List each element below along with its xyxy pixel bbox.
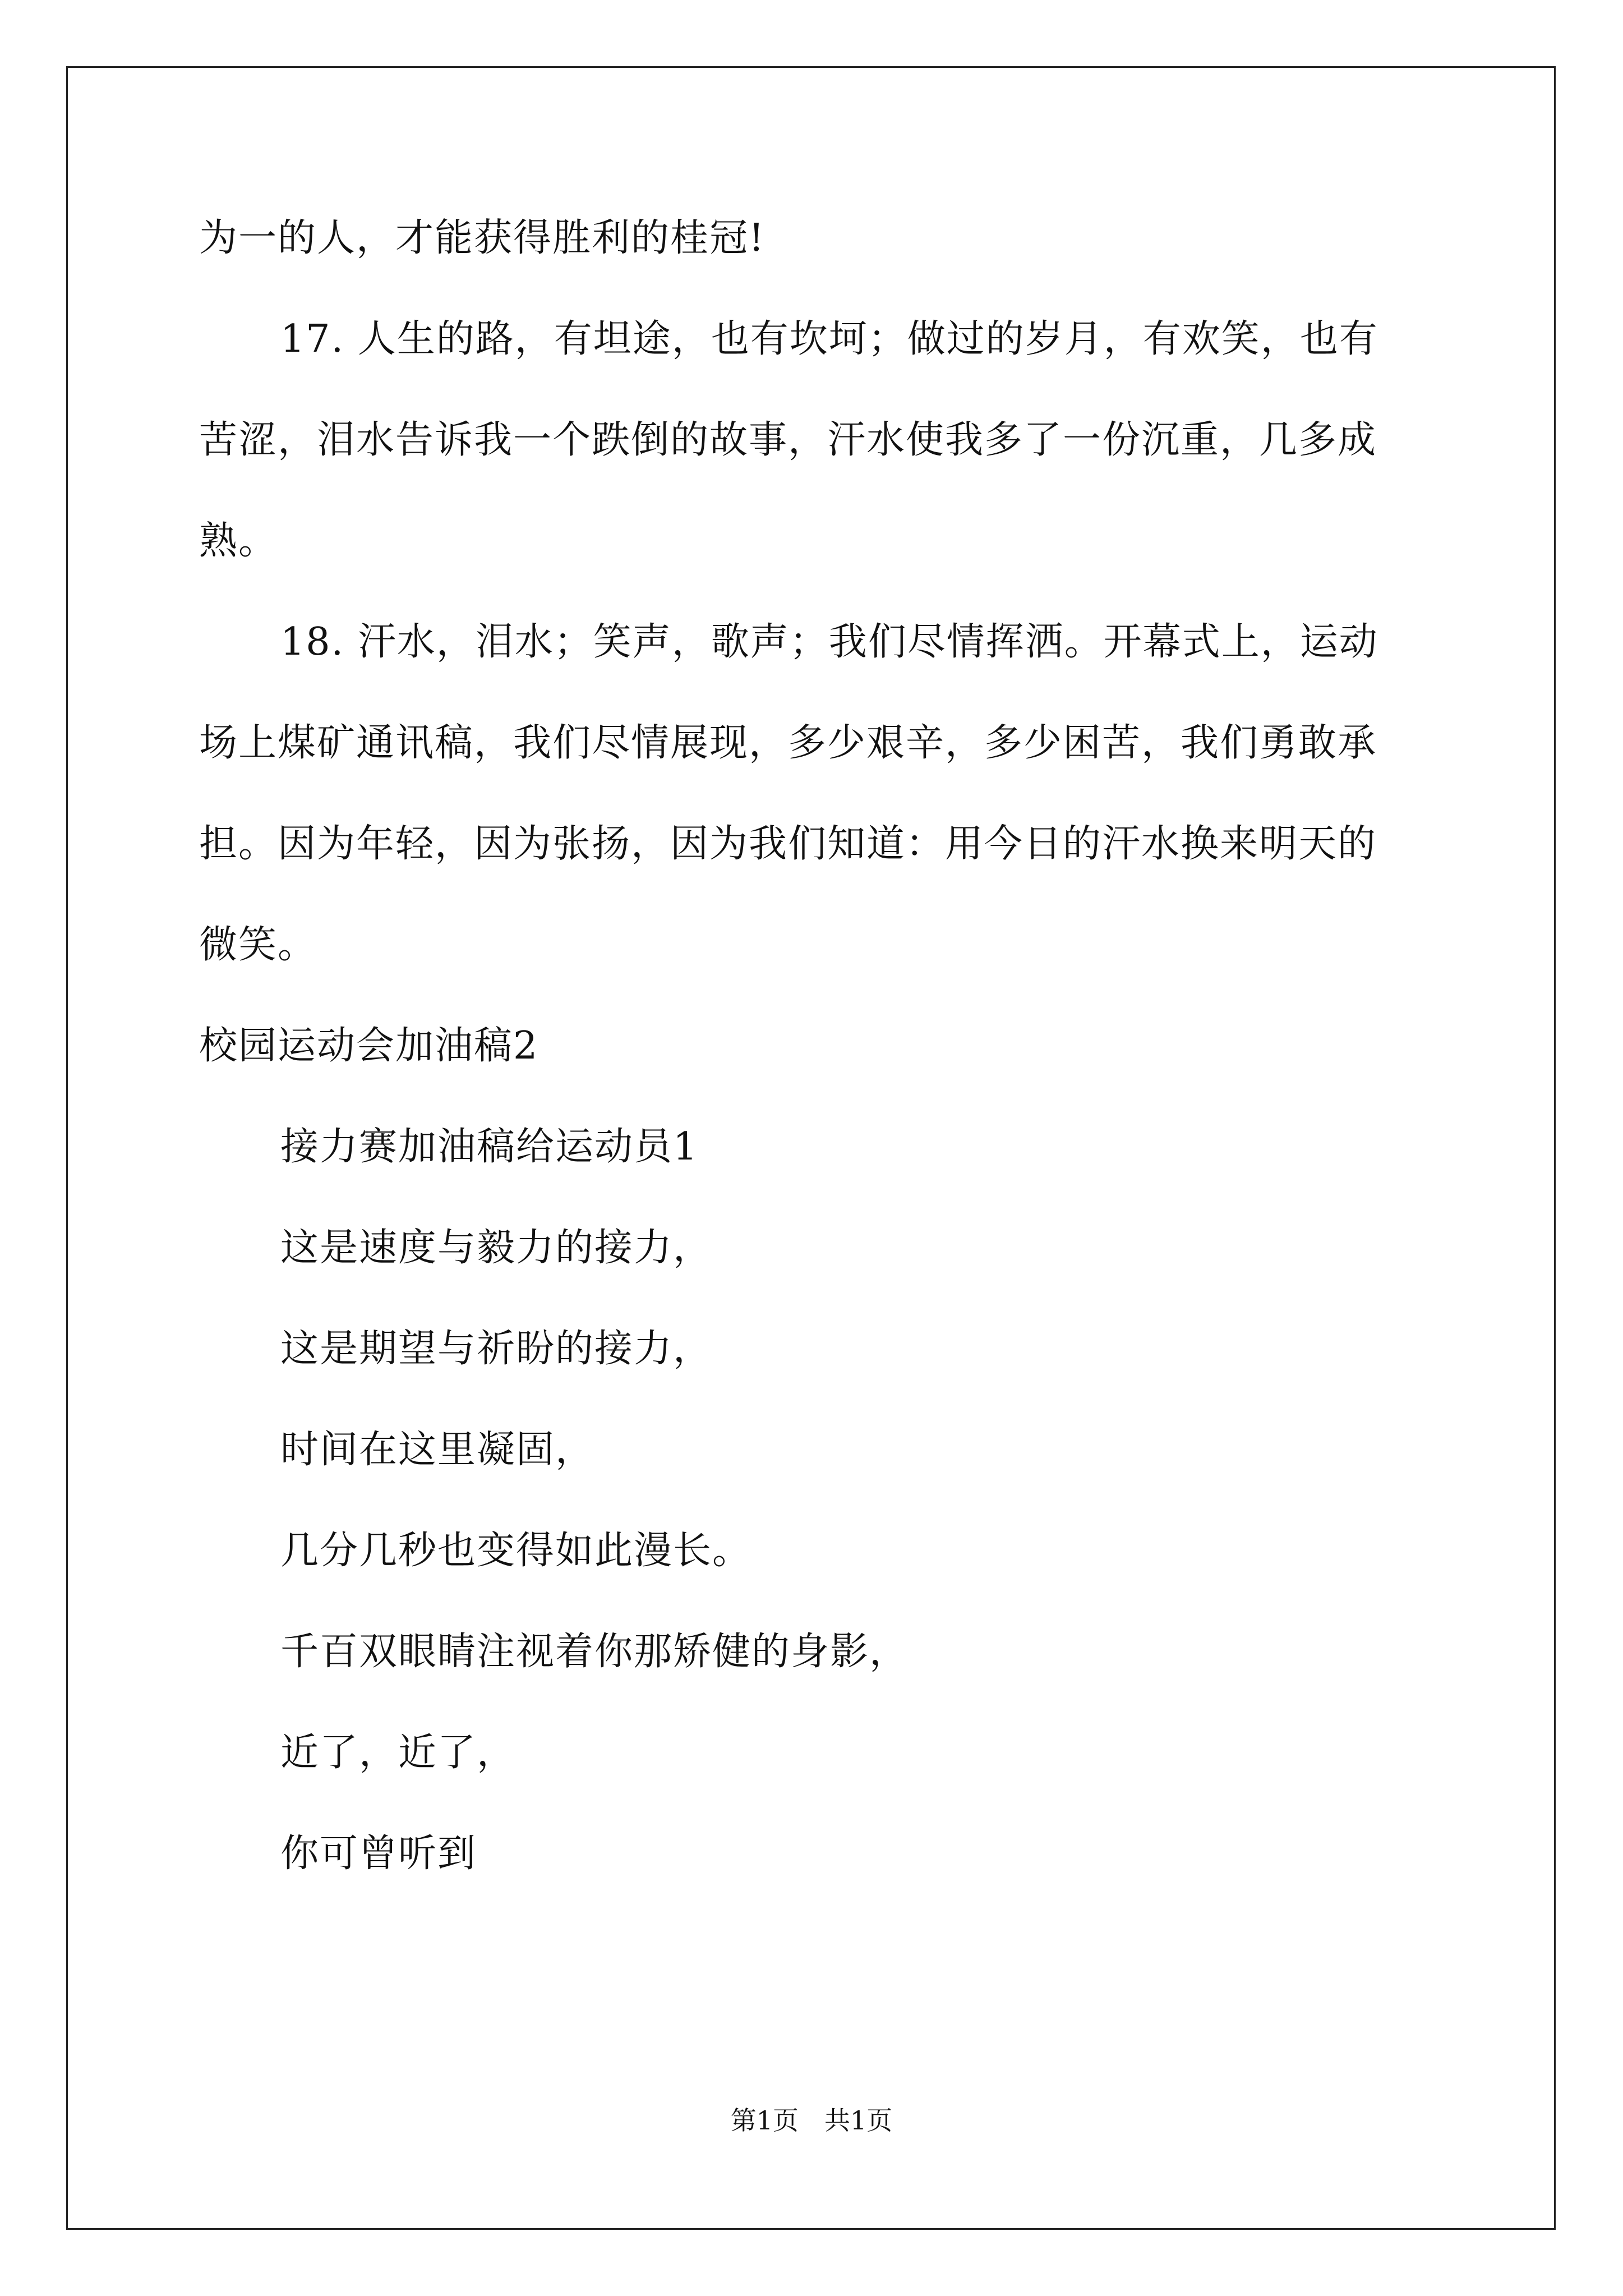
poem-line: 你可曾听到 <box>280 1832 477 1876</box>
text-line: 为一的人，才能获得胜利的桂冠! <box>199 216 766 260</box>
poem-line: 这是期望与祈盼的接力， <box>280 1327 713 1371</box>
section-title: 校园运动会加油稿2 <box>199 1024 539 1068</box>
text-line: 苦涩，泪水告诉我一个跌倒的故事，汗水使我多了一份沉重，几多成 <box>199 418 1377 462</box>
text-line: 担。因为年轻，因为张扬，因为我们知道：用今日的汗水换来明天的 <box>199 822 1377 866</box>
text-line: 场上煤矿通讯稿，我们尽情展现，多少艰辛，多少困苦，我们勇敢承 <box>199 721 1377 765</box>
text-line: 微笑。 <box>199 923 317 967</box>
poem-line: 千百双眼睛注视着你那矫健的身影， <box>280 1630 909 1674</box>
text-line: 17. 人生的路，有坦途，也有坎坷；做过的岁月，有欢笑，也有 <box>280 317 1378 361</box>
paragraph-continuation <box>199 213 1430 264</box>
poem-line: 这是速度与毅力的接力， <box>280 1226 713 1270</box>
page-number-footer: 第1页 共1页 <box>730 2105 893 2136</box>
text-line: 18. 汗水，泪水；笑声，歌声；我们尽情挥洒。开幕式上，运动 <box>280 620 1378 664</box>
paragraph-item-18 <box>199 617 1430 970</box>
poem-line: 几分几秒也变得如此漫长。 <box>280 1529 752 1573</box>
paragraph-item-17 <box>199 314 1430 567</box>
poem-title: 接力赛加油稿给运动员1 <box>280 1125 699 1169</box>
document-body <box>199 213 1430 1879</box>
text-line: 熟。 <box>199 519 278 563</box>
poem-line: 时间在这里凝固， <box>280 1428 595 1472</box>
poem-line: 近了，近了， <box>280 1731 517 1775</box>
